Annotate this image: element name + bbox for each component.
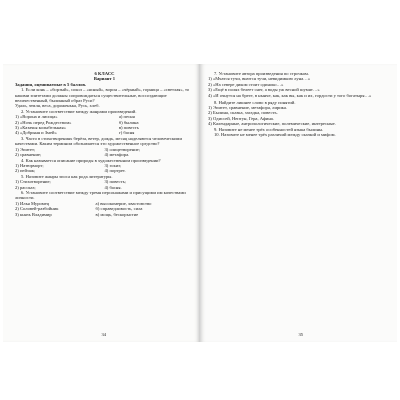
pair-right: г) басня bbox=[118, 130, 135, 136]
quote-line: 1) «Мчатся тучи, вьются тучи, невидимкою луна…» bbox=[208, 76, 311, 82]
option: 2) рассказ; bbox=[15, 184, 36, 190]
option-row bbox=[15, 168, 194, 173]
pair-row bbox=[15, 212, 194, 217]
right-page bbox=[200, 64, 397, 342]
option: 3) олицетворение; bbox=[104, 146, 140, 152]
option-row bbox=[15, 152, 194, 157]
question-2-pairs bbox=[15, 114, 194, 136]
quote-line: 4) «И очнутся на бреге, в нынче, как, как вы, как и их, гордости у того богатыря…» bbox=[208, 92, 372, 98]
variant-title: Вариант 1 bbox=[93, 76, 116, 82]
question-9: 9. Назовите не менее трёх особенностей языка былины. bbox=[214, 126, 324, 132]
pair-right: а) песня bbox=[118, 114, 135, 120]
option: 2) Былина, сказка, загадка, повесть. bbox=[208, 110, 278, 116]
pair-left: 4) «Добрыня и Змей» bbox=[15, 130, 57, 136]
pair-right: б) былина bbox=[118, 119, 139, 125]
question-8: 8. Найдите лишнее слово в ряду понятий. bbox=[214, 99, 296, 105]
question-1: 1. Если конь – «борзый», сокол – «ясный», ворон – «чёрный», горница – «светлая», то какими эпитетами должны сопровождаться существительные, воссоздающие величественный, былинный образ Руси? bbox=[15, 87, 190, 104]
question-10: 10. Назовите не менее трёх различий между сказкой и мифом. bbox=[214, 132, 336, 138]
question-4: 4. Как называется описание природы в художественном произведении? bbox=[21, 157, 161, 163]
pair-left: 1) «Ворона и лисица» bbox=[15, 114, 58, 120]
question-2: 2. Установите соответствие между жанрами произведений. bbox=[21, 108, 137, 114]
question-5: 5. Назовите жанры эпоса как рода литературы. bbox=[21, 173, 113, 179]
page-number-left: 34 bbox=[101, 331, 107, 337]
pair-right: б) справедливость, сила bbox=[95, 206, 143, 212]
option: 4) портрет. bbox=[104, 168, 126, 174]
option: 1) Стихотворение; bbox=[15, 179, 51, 185]
left-page bbox=[3, 64, 200, 342]
class-title: 6 КЛАСС bbox=[94, 71, 115, 76]
option: 3) Одиссей, Нептун, Гера, Афина. bbox=[208, 115, 274, 121]
pair-right: а) высокомерие, хвастовство bbox=[95, 200, 152, 206]
question-7: 7. Установите автора произведения по строчкам. bbox=[214, 71, 309, 76]
pair-right: в) повесть bbox=[118, 125, 139, 131]
pair-left: 2) «Ночь перед Рождеством» bbox=[15, 119, 72, 125]
option: 3) эскиз; bbox=[104, 162, 122, 168]
question-1-answer: Удаль, земля, веса, дороженька, Русь, хлеб. bbox=[15, 103, 100, 109]
question-3: 3. Часто в стихотворениях берёза, ветер, дождь, месяц наделяются человеческими качествами. Каким термином обозначается это художественное средство? bbox=[15, 135, 182, 147]
option: 2) пейзаж; bbox=[15, 168, 36, 174]
option: 1) Эпитет, сравнение, метафора, лирика. bbox=[208, 105, 288, 111]
pair-left: 1) Илья Муромец bbox=[15, 200, 50, 206]
quote-line: 3) «Ещё в полях белеет снег, а воды уж весной шумят…» bbox=[208, 87, 320, 93]
option: 4) метафора. bbox=[104, 152, 130, 158]
option: 2) сравнение; bbox=[15, 152, 42, 158]
option: 4) басня. bbox=[104, 184, 122, 190]
section-title: Задания, оцениваемые в 5 баллов. bbox=[15, 81, 87, 87]
pair-left: 2) Соловей-разбойник bbox=[15, 206, 59, 212]
option: 1) Эпитет; bbox=[15, 146, 36, 152]
option: 3) повесть; bbox=[104, 179, 126, 185]
page-number-right: 35 bbox=[298, 331, 304, 337]
option: 4) Календарные, антропологические, полемические, интересные. bbox=[208, 121, 336, 127]
pair-left: 3) князь Владимир bbox=[15, 211, 52, 217]
pair-right: в) мощь, бескорыстие bbox=[95, 211, 139, 217]
quote-line: 2) «На севере диком стоит одиноко…» bbox=[208, 81, 284, 87]
pair-left: 3) «Казачья колыбельная» bbox=[15, 125, 66, 131]
option: 1) Натюрморт; bbox=[15, 162, 44, 168]
book-spread bbox=[3, 64, 397, 342]
question-6: 6. Установите соответствие между тремя персонажами и присущими им качествами личности. bbox=[15, 189, 186, 201]
